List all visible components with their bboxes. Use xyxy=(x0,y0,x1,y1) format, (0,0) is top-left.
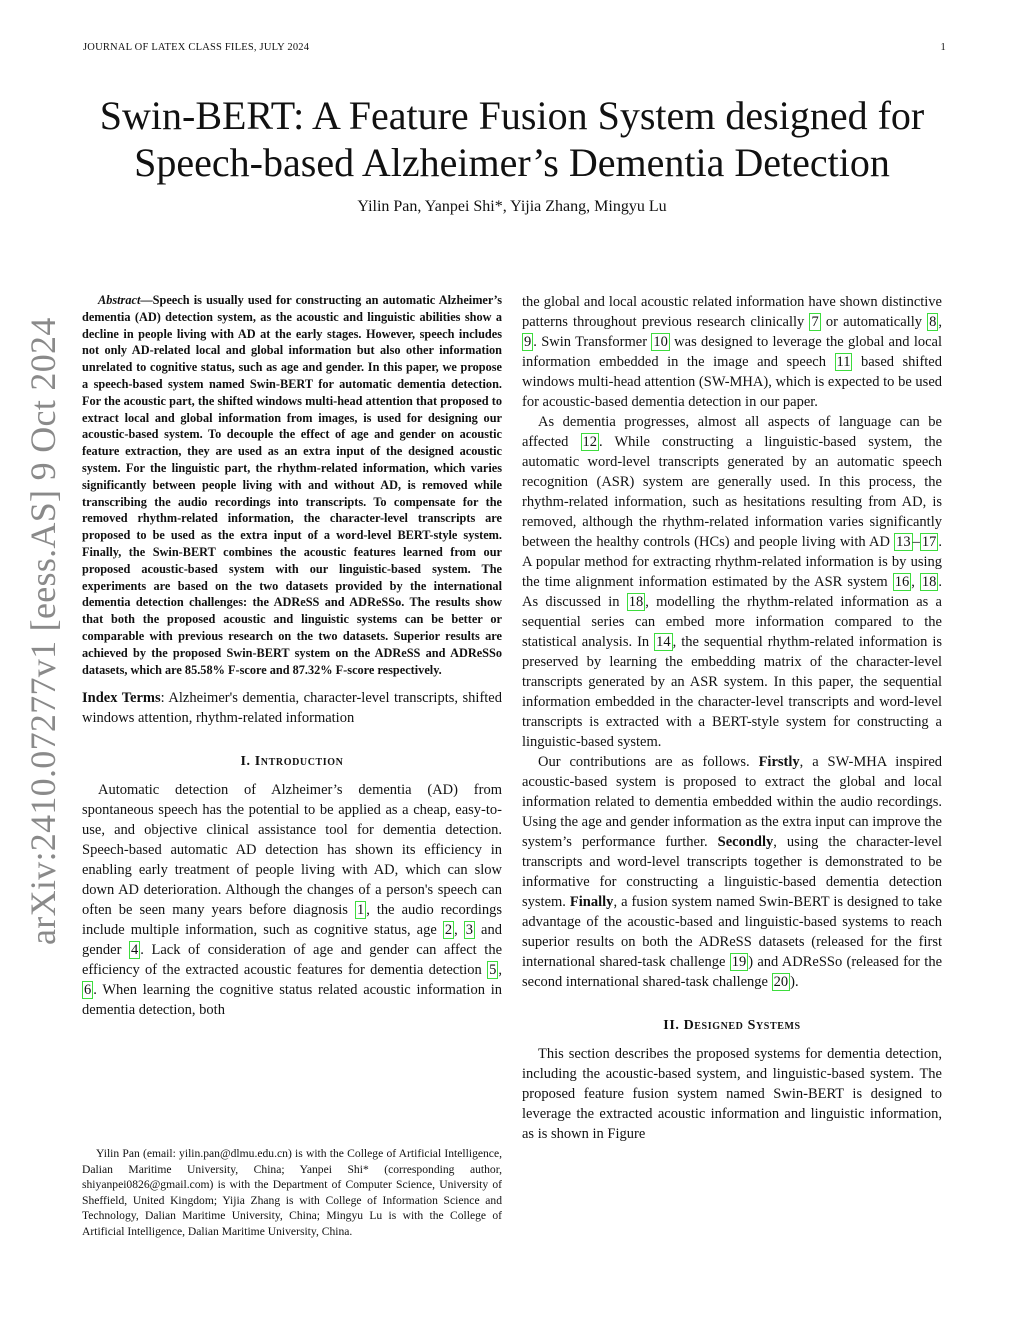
citation-link[interactable]: 8 xyxy=(929,314,937,330)
citation-link[interactable]: 7 xyxy=(811,314,819,330)
citation-link[interactable]: 13 xyxy=(896,534,911,550)
author-list: Yilin Pan, Yanpei Shi*, Yijia Zhang, Mingyu Lu xyxy=(357,198,667,215)
citation-link[interactable]: 14 xyxy=(656,634,671,650)
arxiv-identifier[interactable]: arXiv:2410.07277v1 [eess.AS] 9 Oct 2024 xyxy=(23,317,63,945)
citation-link[interactable]: 20 xyxy=(773,974,789,990)
citation-link[interactable]: 4 xyxy=(131,942,139,959)
intro-paragraph-2: As dementia progresses, almost all aspects of language can be affected 12 . While constructing a linguistic-based system, the automatic word-level transcripts generated by an automatic speech recognition (ASR) system are generally used. In this process, the rhythm-related information, such as hesitations resulting from AD, is removed, although the rhythm-related information varies significantly between the healthy controls (HCs) and people living with AD 13 – 17 . A popular method for extracting rhythm-related information is by using the time alignment information estimated by the ASR system 16 , 18 . As discussed in 18 , modelling the rhythm-related information as a sequential series can embed more information compared to the statistical analysis. In 14 , the sequential rhythm-related information is preserved by learning the embedding matrix of the character-level transcripts generated by an ASR system. In this paper, the sequential information embedded in the character-level transcripts and word-level transcripts is extracted with a BERT-style system for constructing a linguistic-based system. xyxy=(522,414,942,750)
paper-title: Swin-BERT: A Feature Fusion System designed for Speech-based Alzheimer’s Dementia Detection xyxy=(99,93,925,185)
citation-link[interactable]: 18 xyxy=(921,574,937,590)
index-terms-text: : Alzheimer's dementia, character-level transcripts, shifted windows attention, rhythm-related information xyxy=(82,690,502,727)
systems-paragraph-1: This section describes the proposed systems for dementia detection, including the acoustic-based system, and linguistic-based system. The proposed feature fusion system named Swin-BERT is designed to leverage the extracted acoustic information and linguistic information, as is shown in Figure xyxy=(522,1046,942,1142)
citation-link[interactable]: 16 xyxy=(894,574,910,590)
author-footnote: Yilin Pan (email: yilin.pan@dlmu.edu.cn) is with the College of Artificial Intelligence, Dalian Maritime University, China; Yanpei Shi* (corresponding author, shiyanpei0826@gmail.com) is with the Department of Computer Science, University of Sheffield, United Kingdom; Yijia Zhang is with College of Information Science and Technology, Dalian Maritime University, China; Mingyu Lu is with the College of Artificial Intelligence, Dalian Maritime University, China. xyxy=(82,1147,502,1238)
abstract-label: Abstract xyxy=(98,293,141,307)
section-heading-introduction: I. Introduction xyxy=(240,754,344,770)
left-column xyxy=(82,292,502,1020)
citation-link[interactable]: 9 xyxy=(524,334,532,350)
citation-link[interactable]: 2 xyxy=(444,922,453,939)
journal-name: JOURNAL OF LATEX CLASS FILES, JULY 2024 xyxy=(83,42,310,53)
intro-paragraph-contributions: Our contributions are as follows. Firstly, a SW-MHA inspired acoustic-based system is proposed to extract the global and local information related to dementia embedded within the audio recordings. Using the age and gender information as the extra input can improve the system’s performance further. Secondly, using the character-level transcripts and word-level transcripts together is demonstrated to be informative for constructing a linguistic-based dementia detection system. Finally, a fusion system named Swin-BERT is designed to take advantage of the acoustic-based and linguistic-based systems to reach superior results on both the ADReSS datasets (released for the first international shared-task challenge 19 ) and ADReSSo (released for the second international shared-task challenge 20 ). xyxy=(522,754,943,990)
section-heading-designed-systems: II. Designed Systems xyxy=(663,1018,801,1033)
index-terms xyxy=(82,688,502,728)
page-number: 1 xyxy=(940,42,946,53)
citation-link[interactable]: 12 xyxy=(582,434,598,450)
index-terms-label: Index Terms xyxy=(82,690,161,707)
right-column xyxy=(522,292,942,1144)
citation-link[interactable]: 10 xyxy=(653,334,668,350)
citation-link[interactable]: 5 xyxy=(489,962,497,979)
citation-link[interactable]: 1 xyxy=(356,902,365,919)
abstract xyxy=(82,292,502,678)
citation-link[interactable]: 3 xyxy=(465,922,474,939)
intro-paragraph-1: Automatic detection of Alzheimer’s dementia (AD) from spontaneous speech has the potential to be applied as a cheap, easy-to-use, and objective clinical assistance tool for dementia detection. Speech-based automatic AD detection has shown its efficiency in enabling early treatment of people living with AD, which can slow down AD deterioration. Although the changes of a person's speech can often be seen many years before diagnosis 1 , the audio recordings include multiple information, such as cognitive status, age 2 , 3 and gender 4 . Lack of consideration of age and gender can affect the efficiency of the extracted acoustic features for dementia detection 5 , 6 . When learning the cognitive status related acoustic information in dementia detection, both xyxy=(82,782,502,1019)
abstract-text: —Speech is usually used for constructing an automatic Alzheimer’s dementia (AD) detection system, as the acoustic and linguistic abilities show a decline in people living with AD at the early stages. However, speech includes not only AD-related local and global information but also other information unrelated to cognitive status, such as age and gender. In this paper, we propose a speech-based system named Swin-BERT for automatic dementia detection. For the acoustic part, the shifted windows multi-head attention that proposed to extract local and global information from images, is used for designing our acoustic-based system. To decouple the effect of age and gender on acoustic feature extraction, they are used as an extra input of the designed acoustic system. For the linguistic part, the rhythm-related information, which varies significantly between people living with and without AD, is removed while transcribing the audio recordings into transcripts. To compensate for the removed rhythm-related information, the character-level transcripts are proposed to be used as the extra input of a word-level BERT-style system. Finally, the Swin-BERT combines the acoustic features learned from our proposed acoustic-based system with our linguistic-based system. The experiments are based on the two datasets provided by the international dementia detection challenges: the ADReSS and ADReSSo. The results show that both the proposed acoustic and linguistic systems can be better or comparable with previous research on the two datasets. Superior results are achieved by the proposed Swin-BERT system on the ADReSS and ADReSSo datasets, which are 85.58% F-score and 87.32% F-score respectively. xyxy=(82,293,502,677)
citation-link[interactable]: 17 xyxy=(921,534,937,550)
citation-link[interactable]: 11 xyxy=(836,354,851,370)
citation-link[interactable]: 18 xyxy=(628,594,644,610)
intro-paragraph-1-cont: the global and local acoustic related information have shown distinctive patterns throughout previous research clinically 7 or automatically 8 , 9 . Swin Transformer 10 was designed to leverage the global and local information embedded in the image and speech 11 based shifted windows multi-head attention (SW-MHA), which is expected to be used for acoustic-based dementia detection in our paper. xyxy=(522,294,943,410)
running-header xyxy=(83,42,946,53)
citation-link[interactable]: 6 xyxy=(84,982,92,999)
citation-link[interactable]: 19 xyxy=(731,954,747,970)
